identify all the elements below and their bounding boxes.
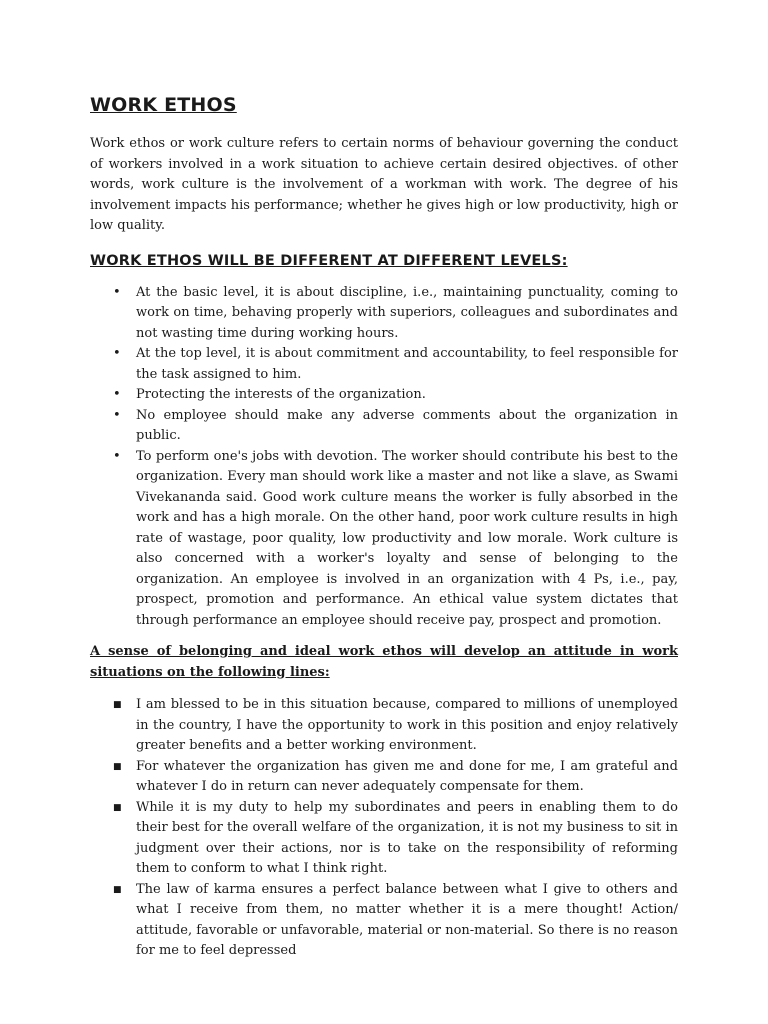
list-item (113, 880, 678, 962)
list-item (113, 695, 678, 757)
list-item-text: At the basic level, it is about discipline, i.e., maintaining punctuality, coming to work on time, behaving properly with superiors, colleagues and subordinates and not wasting time during working hours. (136, 284, 678, 341)
document-title: WORK ETHOS (90, 94, 237, 116)
bullet-icon: • (113, 346, 121, 361)
list-item (113, 757, 678, 798)
list-item (113, 283, 678, 345)
intro-paragraph: Work ethos or work culture refers to certain norms of behaviour governing the conduct of workers involved in a work situation to achieve certain desired objectives. of other words, work culture is the involvement of a workman with work. The degree of his involvement impacts his performance; whether he gives high or low productivity, high or low quality. (90, 136, 678, 233)
list-item-text: The law of karma ensures a perfect balance between what I give to others and what I receive from them, no matter whether it is a mere thought! Action/ attitude, favorable or unfavorable, material or non-material. So there is no reason for me to feel depressed (136, 881, 678, 958)
list-item-text: Protecting the interests of the organization. (136, 387, 426, 402)
square-bullet-icon: ■ (113, 700, 122, 710)
bullet-icon: • (113, 387, 121, 402)
list-item (113, 447, 678, 632)
section2-list (90, 695, 678, 962)
list-item (113, 385, 678, 406)
square-bullet-icon: ■ (113, 802, 122, 813)
list-item-text: At the top level, it is about commitment and accountability, to feel responsible for the task assigned to him. (136, 346, 678, 382)
bullet-icon: • (113, 407, 121, 423)
list-item-text: I am blessed to be in this situation because, compared to millions of unemployed in the country, I have the opportunity to work in this position and enjoy relatively greater benefits and a better working environment. (136, 697, 678, 753)
list-item (113, 344, 678, 385)
list-item-text: While it is my duty to help my subordinates and peers in enabling them to do their best for the overall welfare of the organization, it is not my business to sit in judgment over their actions, nor is to take on the responsibility of reforming them to conform to what I think right. (136, 799, 678, 876)
list-item-text: To perform one's jobs with devotion. The worker should contribute his best to the organization. Every man should work like a master and not like a slave, as Swami Vivekananda said. Good work culture means the worker is fully absorbed in the work and has a high morale. On the other hand, poor work culture results in high rate of wastage, poor quality, low productivity and low morale. Work culture is also concerned with a worker's loyalty and sense of belonging to the organization. An employee is involved in an organization with 4 Ps, i.e., pay, prospect, promotion and performance. An ethical value system dictates that through performance an employee should receive pay, prospect and promotion. (136, 448, 678, 628)
list-item (113, 406, 678, 447)
square-bullet-icon: ■ (113, 761, 122, 772)
section2-heading: A sense of belonging and ideal work ethos will develop an attitude in work situations on the following lines: (90, 644, 678, 680)
bullet-icon: • (113, 448, 121, 464)
document-page (90, 92, 678, 962)
square-bullet-icon: ■ (113, 884, 122, 895)
list-item-text: For whatever the organization has given me and done for me, I am grateful and whatever I do in return can never adequately compensate for them. (136, 758, 678, 794)
list-item-text: No employee should make any adverse comments about the organization in public. (136, 407, 678, 443)
section1-heading: WORK ETHOS WILL BE DIFFERENT AT DIFFERENT LEVELS: (90, 252, 568, 269)
bullet-icon: • (113, 284, 121, 300)
section1-list (90, 283, 678, 632)
list-item (113, 798, 678, 880)
